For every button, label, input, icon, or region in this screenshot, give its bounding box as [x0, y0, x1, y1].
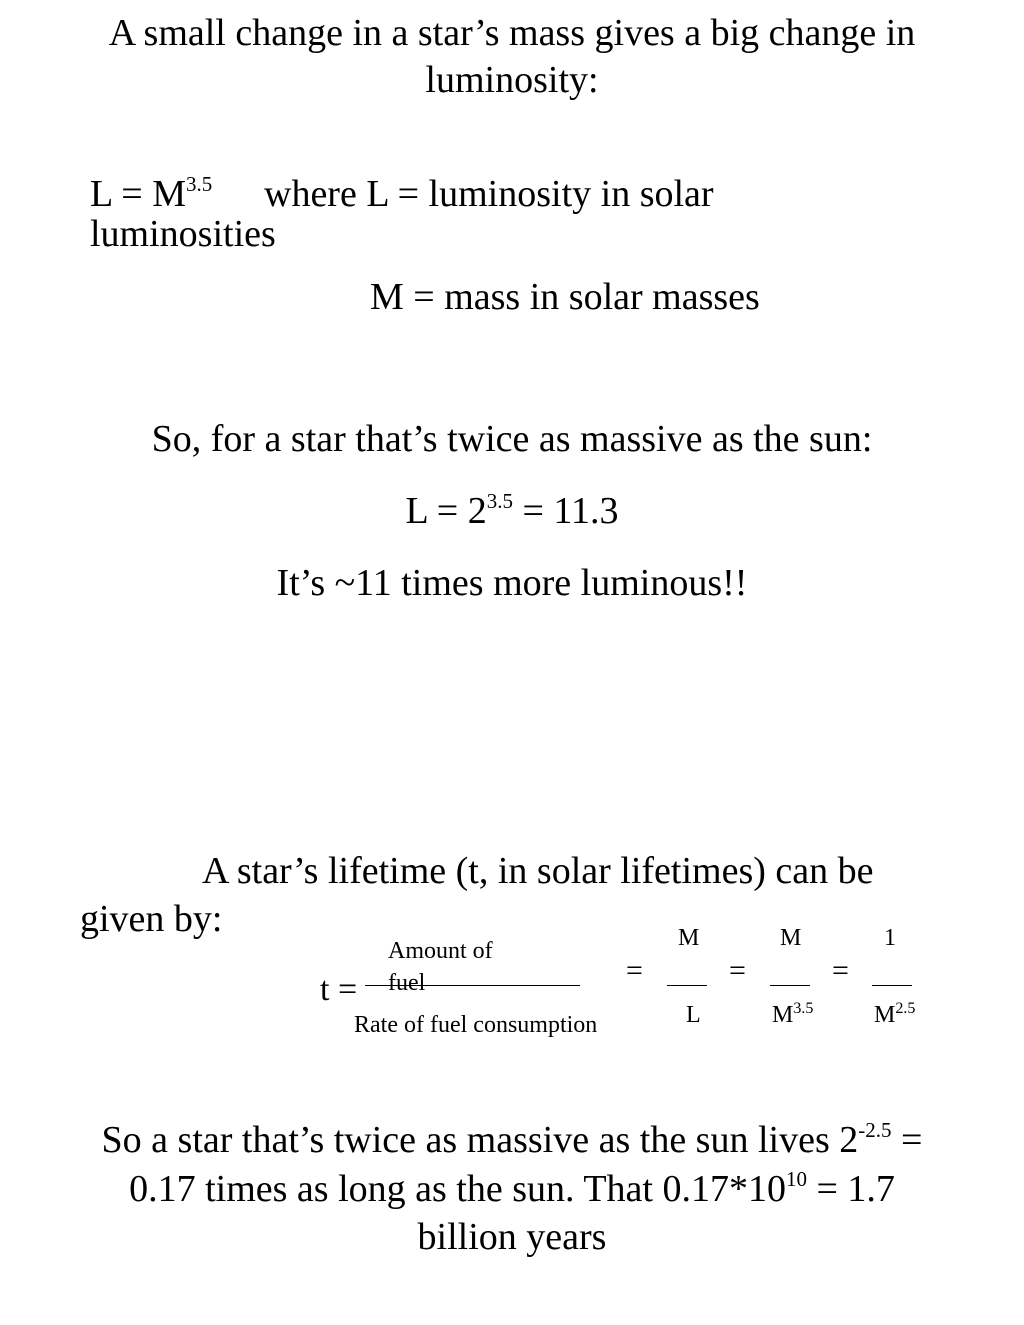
example-calc-result: = 11.3	[512, 490, 619, 532]
fraction-1-numerator: M	[678, 925, 700, 951]
intro-line-2: luminosity:	[425, 59, 599, 101]
summary-line-2	[0, 1166, 1024, 1217]
fraction-1-line	[667, 985, 707, 986]
summary-line-2-text: 0.17 times as long as the sun. That 0.17*10	[129, 1168, 786, 1210]
fraction-3-line	[872, 985, 912, 986]
summary-line-1	[0, 1117, 1024, 1168]
example-calc-base: L = 2	[405, 490, 487, 532]
fraction-3-den-exponent: 2.5	[895, 1000, 916, 1017]
fraction-2-numerator: M	[780, 925, 802, 951]
fraction-main-numerator-1: Amount of	[388, 938, 493, 964]
fraction-1-denominator: L	[686, 1002, 701, 1028]
lifetime-line-1: A star’s lifetime (t, in solar lifetimes) can be	[202, 850, 874, 892]
fraction-main-line	[365, 985, 580, 986]
equals-3: =	[832, 954, 849, 987]
relation-where-continued: luminosities	[90, 213, 276, 255]
relation-exponent: 3.5	[186, 172, 213, 196]
summary-line-1-exponent: -2.5	[858, 1118, 892, 1142]
fraction-2-denominator	[772, 1001, 813, 1032]
example-conclusion: It’s ~11 times more luminous!!	[276, 562, 748, 604]
fraction-2-den-base: M	[772, 1002, 794, 1028]
summary-line-2-end: = 1.7	[806, 1168, 895, 1210]
lifetime-line-2: given by:	[80, 898, 223, 940]
summary-line-3: billion years	[417, 1216, 607, 1258]
relation-mass-definition: M = mass in solar masses	[370, 276, 760, 318]
fraction-main-denominator: Rate of fuel consumption	[354, 1012, 598, 1038]
equals-2: =	[729, 954, 746, 987]
example-calculation	[0, 488, 1024, 539]
summary-line-2-exponent: 10	[785, 1167, 807, 1191]
intro-line-1: A small change in a star’s mass gives a big change in	[108, 12, 916, 54]
fraction-3-denominator	[874, 1001, 915, 1032]
fraction-3-den-base: M	[874, 1002, 896, 1028]
fraction-3-numerator: 1	[884, 925, 896, 951]
relation-where-line: where L = luminosity in solar	[264, 173, 714, 215]
summary-line-1-end: =	[891, 1119, 923, 1161]
equals-1: =	[626, 954, 643, 987]
fraction-2-den-exponent: 3.5	[793, 1000, 814, 1017]
summary-line-1-text: So a star that’s twice as massive as the sun lives 2	[101, 1119, 859, 1161]
t-label: t =	[320, 971, 358, 1008]
example-heading: So, for a star that’s twice as massive as the sun:	[151, 418, 873, 460]
fraction-main-numerator-2: fuel	[388, 970, 426, 996]
relation-lhs: L = M	[90, 173, 187, 215]
example-calc-exponent: 3.5	[486, 489, 513, 513]
fraction-2-line	[770, 985, 810, 986]
